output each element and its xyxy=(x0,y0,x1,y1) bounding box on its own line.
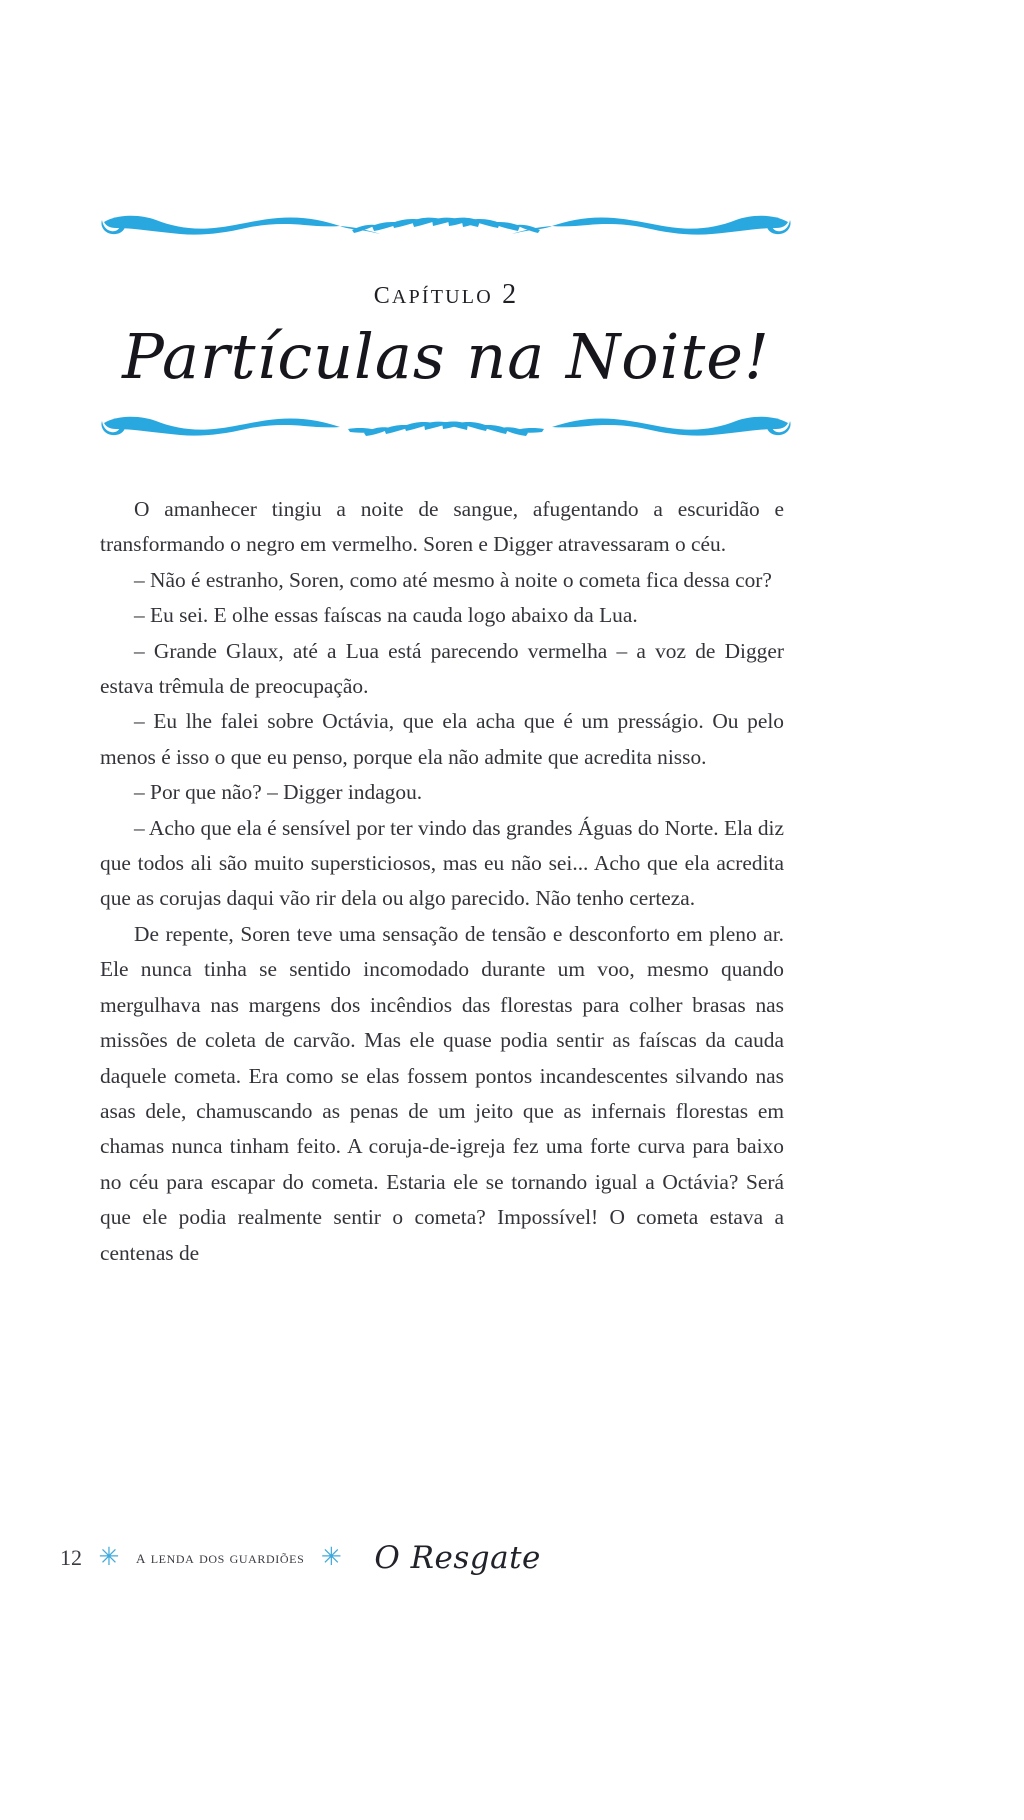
flourish-divider-top-icon xyxy=(96,206,796,252)
page-number: 12 xyxy=(60,1545,82,1570)
paragraph: – Eu lhe falei sobre Octávia, que ela acha que é um presságio. Ou pelo menos é isso o que eu penso, porque ela não admite que acredita nisso. xyxy=(100,709,784,769)
paragraph: – Não é estranho, Soren, como até mesmo à noite o cometa fica dessa cor? xyxy=(134,567,772,592)
snowflake-icon: ✳ xyxy=(98,1544,120,1571)
paragraph: De repente, Soren teve uma sensação de tensão e desconforto em pleno ar. Ele nunca tinha se sentido incomodado durante um voo, mesmo quando mergulhava nas margens dos incêndios das florestas para colher brasas nas missões de coleta de carvão. Mas ele quase podia sentir as faíscas da cauda daquele cometa. Era como se elas fossem pontos incandescentes silvando nas asas dele, chamuscando as penas de um jeito que as infernais florestas em chamas nunca tinham feito. A coruja-de-igreja fez uma forte curva para baixo no céu para escapar do cometa. Estaria ele se tornando igual a Octávia? Será que ele podia realmente sentir o cometa? Impossível! O cometa estava a centenas de xyxy=(100,921,784,1265)
flourish-divider-bottom-icon xyxy=(96,407,796,453)
chapter-title: Partículas na Noite! xyxy=(122,320,770,394)
paragraph: – Eu sei. E olhe essas faíscas na cauda logo abaixo da Lua. xyxy=(134,603,638,628)
body-text-column xyxy=(100,492,784,1271)
paragraph: – Por que não? – Digger indagou. xyxy=(134,780,423,805)
paragraph: – Acho que ela é sensível por ter vindo das grandes Águas do Norte. Ela diz que todos ali são muito supersticiosos, mas eu não sei... Acho que ela acredita que as corujas daqui vão rir dela ou algo parecido. Não tenho certeza. xyxy=(100,815,784,911)
snowflake-icon: ✳ xyxy=(320,1544,342,1571)
chapter-number: capítulo 2 xyxy=(373,274,519,311)
book-title: O Resgate xyxy=(374,1540,541,1576)
paragraph: O amanhecer tingiu a noite de sangue, afugentando a escuridão e transformando o negro em vermelho. Soren e Digger atravessaram o céu. xyxy=(100,497,784,557)
series-running-head: a lenda dos guardiões xyxy=(136,1547,305,1568)
paragraph: – Grande Glaux, até a Lua está parecendo vermelha – a voz de Digger estava trêmula de preocupação. xyxy=(100,638,784,699)
page-footer xyxy=(60,1540,964,1576)
chapter-header xyxy=(96,206,796,453)
